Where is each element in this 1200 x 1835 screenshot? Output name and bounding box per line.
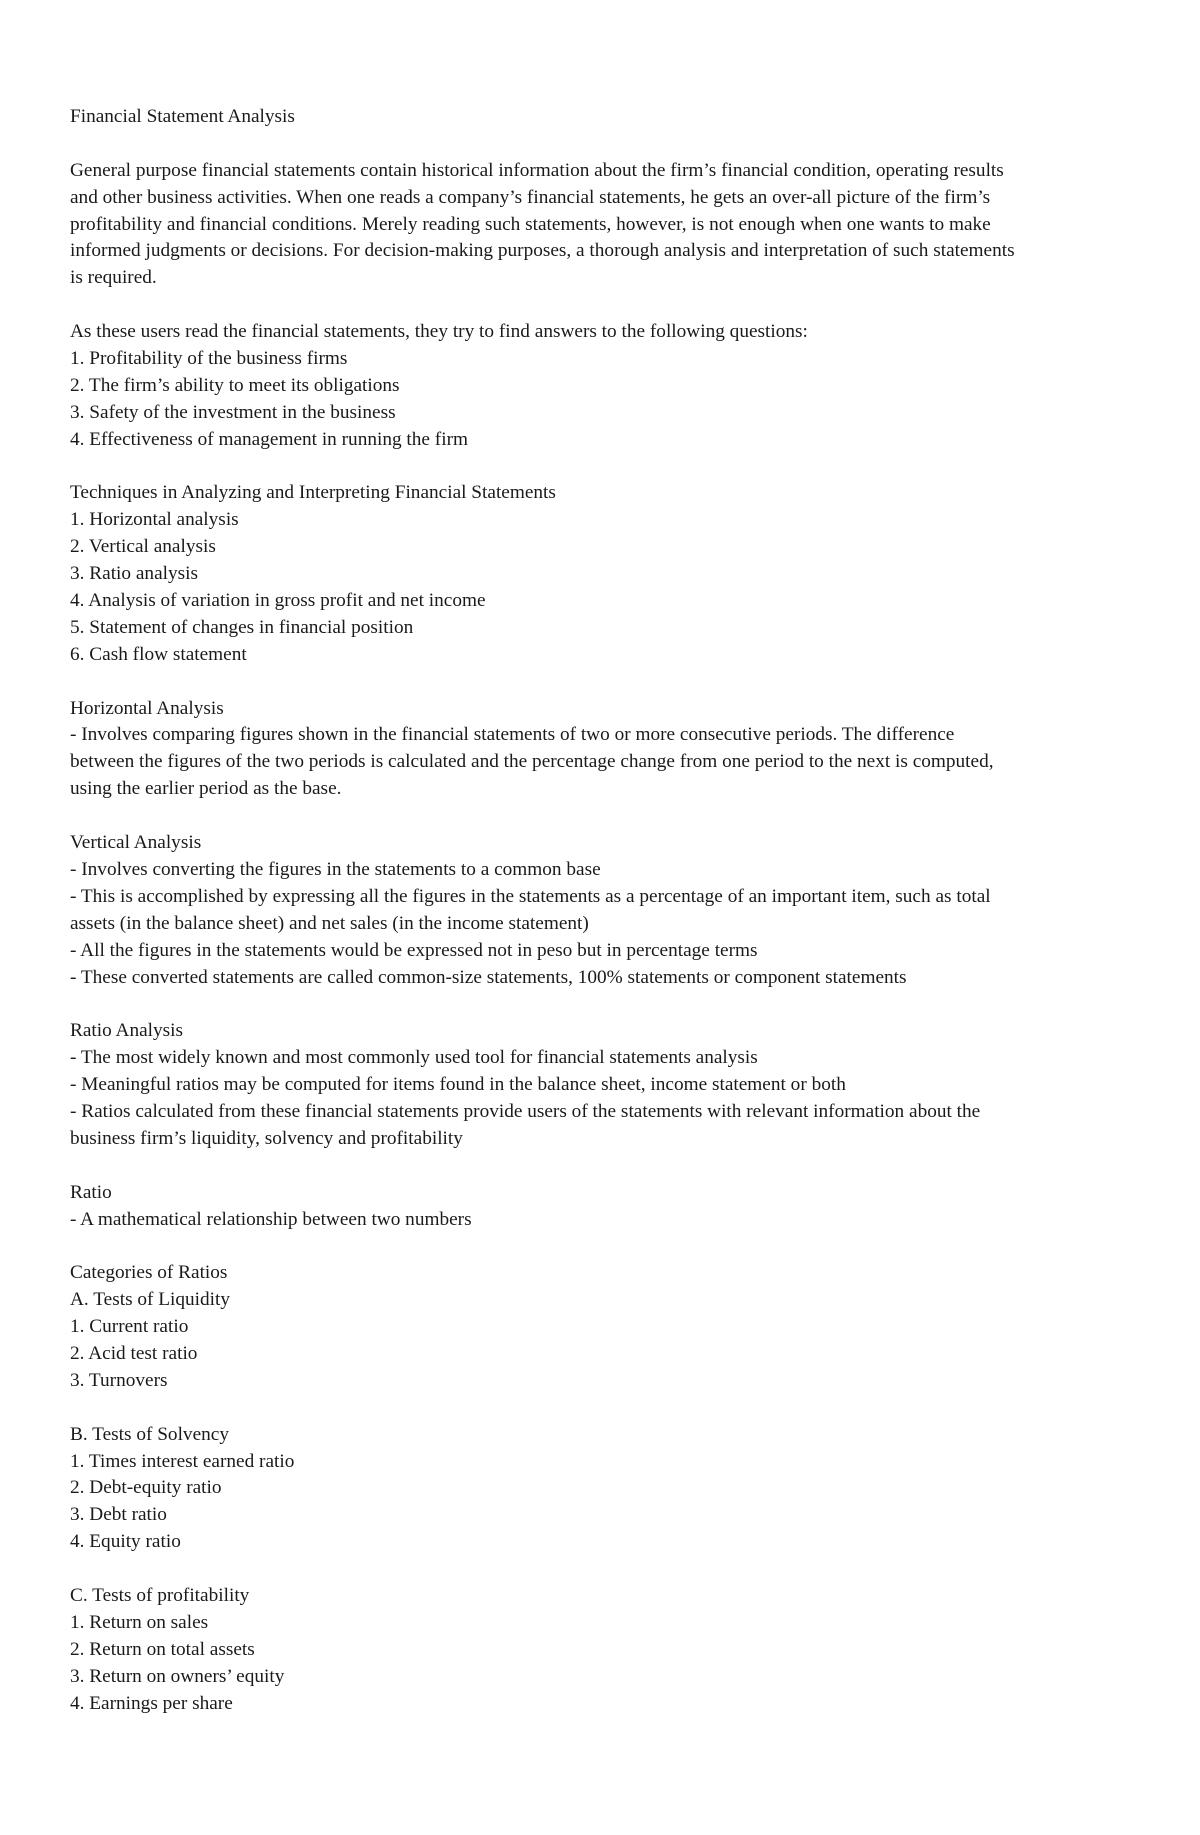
body-line: - Involves comparing figures shown in the financial statements of two or more consecutive periods. The difference (70, 724, 955, 746)
list-item: 3. Ratio analysis (70, 563, 198, 585)
body-line: - A mathematical relationship between two numbers (70, 1208, 472, 1230)
spacer (70, 1153, 1150, 1180)
questions-lead: As these users read the financial statements, they try to find answers to the following questions: (70, 321, 808, 343)
intro-line: and other business activities. When one reads a company’s financial statements, he gets an over-all picture of the firm’s (70, 186, 991, 208)
list-item: 3. Return on owners’ equity (70, 1665, 285, 1687)
body-line: assets (in the balance sheet) and net sales (in the income statement) (70, 912, 589, 934)
spacer (70, 669, 1150, 696)
section-heading: Vertical Analysis (70, 832, 202, 854)
list-item: 3. Turnovers (70, 1369, 168, 1391)
document-page (70, 104, 1150, 1717)
subsection-heading: A. Tests of Liquidity (70, 1289, 231, 1311)
list-item: 5. Statement of changes in financial position (70, 616, 414, 638)
ratio-analysis-section (70, 1018, 1150, 1152)
list-item: 4. Analysis of variation in gross profit and net income (70, 590, 486, 612)
body-line: - These converted statements are called common-size statements, 100% statements or component statements (70, 966, 907, 988)
body-line: - Ratios calculated from these financial statements provide users of the statements with relevant information about the (70, 1100, 981, 1122)
spacer (70, 1395, 1150, 1422)
spacer (70, 131, 1150, 158)
ratio-section (70, 1180, 1150, 1234)
spacer (70, 1556, 1150, 1583)
list-item: 3. Debt ratio (70, 1504, 167, 1526)
section-heading: Horizontal Analysis (70, 697, 224, 719)
vertical-analysis-section (70, 830, 1150, 991)
body-line: business firm’s liquidity, solvency and profitability (70, 1127, 463, 1149)
intro-line: profitability and financial conditions. Merely reading such statements, however, is not enough when one wants to make (70, 213, 991, 235)
spacer (70, 803, 1150, 830)
list-item: 2. Vertical analysis (70, 536, 216, 558)
document-title: Financial Statement Analysis (70, 106, 295, 127)
body-line: - This is accomplished by expressing all the figures in the statements as a percentage of an important item, such as total (70, 885, 991, 907)
list-item: 2. The firm’s ability to meet its obligations (70, 374, 400, 396)
list-item: 3. Safety of the investment in the business (70, 401, 396, 423)
list-item: 1. Return on sales (70, 1611, 209, 1633)
list-item: 1. Horizontal analysis (70, 509, 239, 531)
section-heading: Techniques in Analyzing and Interpreting Financial Statements (70, 482, 556, 504)
list-item: 4. Equity ratio (70, 1531, 181, 1553)
list-item: 2. Return on total assets (70, 1638, 255, 1660)
spacer (70, 454, 1150, 481)
intro-line: is required. (70, 267, 157, 289)
section-heading: Ratio Analysis (70, 1020, 184, 1042)
categories-section (70, 1260, 1150, 1394)
spacer (70, 1233, 1150, 1260)
questions-section (70, 319, 1150, 453)
subsection-heading: B. Tests of Solvency (70, 1423, 229, 1445)
intro-line: informed judgments or decisions. For decision-making purposes, a thorough analysis and interpretation of such statements (70, 240, 1015, 262)
body-line: - Meaningful ratios may be computed for items found in the balance sheet, income statement or both (70, 1074, 846, 1096)
body-line: using the earlier period as the base. (70, 778, 342, 800)
list-item: 1. Profitability of the business firms (70, 348, 348, 370)
list-item: 1. Times interest earned ratio (70, 1450, 295, 1472)
body-line: - The most widely known and most commonly used tool for financial statements analysis (70, 1047, 758, 1069)
body-line: - All the figures in the statements would be expressed not in peso but in percentage terms (70, 939, 758, 961)
horizontal-analysis-section (70, 696, 1150, 804)
list-item: 2. Acid test ratio (70, 1342, 198, 1364)
spacer (70, 292, 1150, 319)
body-line: between the figures of the two periods is calculated and the percentage change from one period to the next is computed, (70, 751, 994, 773)
list-item: 2. Debt-equity ratio (70, 1477, 222, 1499)
list-item: 4. Earnings per share (70, 1692, 233, 1714)
list-item: 4. Effectiveness of management in running the firm (70, 428, 469, 450)
solvency-section (70, 1422, 1150, 1556)
subsection-heading: C. Tests of profitability (70, 1584, 250, 1606)
list-item: 1. Current ratio (70, 1316, 189, 1338)
spacer (70, 991, 1150, 1018)
list-item: 6. Cash flow statement (70, 643, 247, 665)
intro-line: General purpose financial statements contain historical information about the firm’s financial condition, operating results (70, 159, 1004, 181)
intro-paragraph (70, 158, 1150, 292)
profitability-section (70, 1583, 1150, 1717)
techniques-section (70, 480, 1150, 668)
body-line: - Involves converting the figures in the statements to a common base (70, 858, 601, 880)
section-heading: Categories of Ratios (70, 1262, 228, 1284)
section-heading: Ratio (70, 1181, 112, 1203)
